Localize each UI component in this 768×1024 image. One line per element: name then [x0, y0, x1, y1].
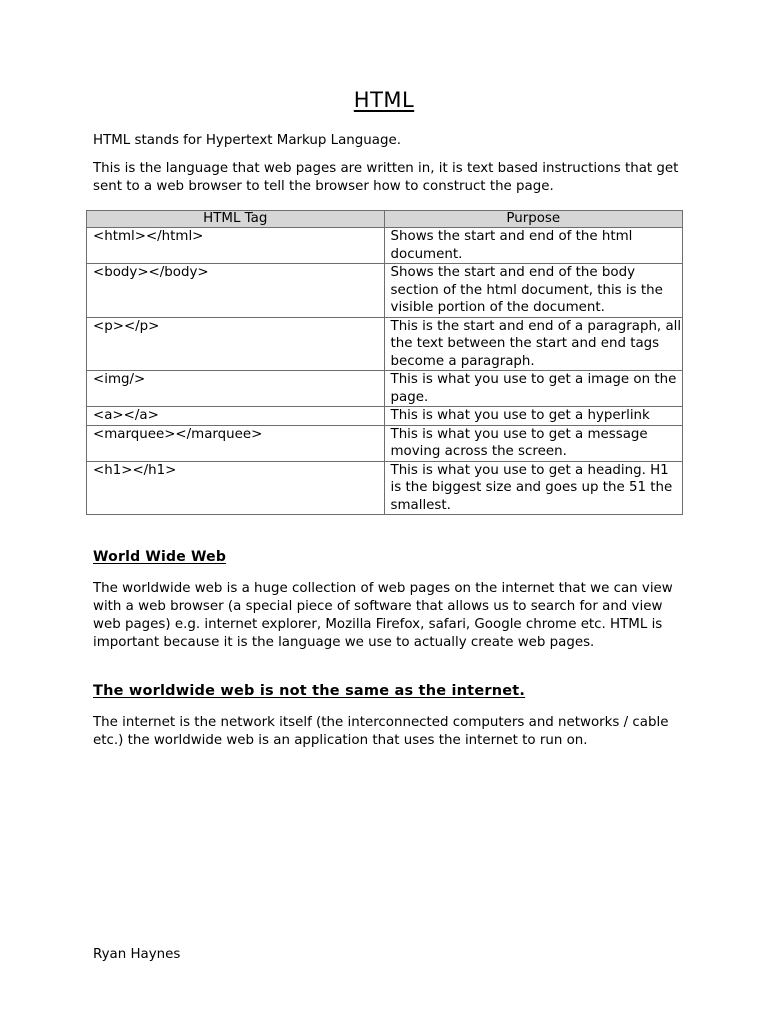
internet-heading: The worldwide web is not the same as the internet. [93, 683, 526, 699]
column-header-purpose: Purpose [384, 211, 682, 228]
purpose-cell: This is what you use to get a message moving across the screen. [384, 425, 682, 461]
table-row [87, 371, 683, 407]
table-row [87, 461, 683, 515]
tag-cell: <a></a> [87, 407, 385, 426]
tag-cell: <body></body> [87, 264, 385, 318]
purpose-cell: This is what you use to get a heading. H1 is the biggest size and goes up the 51 the smallest. [384, 461, 682, 515]
internet-paragraph: The internet is the network itself (the interconnected computers and networks / cable etc.) the worldwide web is an application that uses the internet to run on. [93, 715, 669, 748]
tag-cell: <html></html> [87, 228, 385, 264]
www-heading: World Wide Web [93, 549, 227, 565]
page-title: HTML [353, 88, 415, 112]
intro-paragraph: This is the language that web pages are written in, it is text based instructions that get sent to a web browser to tell the browser how to construct the page. [93, 161, 679, 194]
tag-cell: <p></p> [87, 317, 385, 371]
table-row [87, 425, 683, 461]
purpose-cell: Shows the start and end of the html document. [384, 228, 682, 264]
purpose-cell: Shows the start and end of the body section of the html document, this is the visible portion of the document. [384, 264, 682, 318]
intro-paragraph: HTML stands for Hypertext Markup Language. [93, 133, 401, 148]
table-header-row [87, 211, 683, 228]
www-paragraph: The worldwide web is a huge collection of web pages on the internet that we can view with a web browser (a special piece of software that allows us to search for and view web pages) e.g. internet explorer, Mozilla Firefox, safari, Google chrome etc. HTML is important because it is the language we use to actually create web pages. [93, 581, 673, 650]
purpose-cell: This is what you use to get a hyperlink [384, 407, 682, 426]
tag-cell: <img/> [87, 371, 385, 407]
table-row [87, 317, 683, 371]
purpose-cell: This is the start and end of a paragraph, all the text between the start and end tags become a paragraph. [384, 317, 682, 371]
column-header-tag: HTML Tag [87, 211, 385, 228]
tag-cell: <h1></h1> [87, 461, 385, 515]
table-row [87, 264, 683, 318]
tag-cell: <marquee></marquee> [87, 425, 385, 461]
table-row [87, 407, 683, 426]
footer-author: Ryan Haynes [93, 947, 181, 962]
html-tag-table [86, 210, 683, 515]
table-row [87, 228, 683, 264]
purpose-cell: This is what you use to get a image on the page. [384, 371, 682, 407]
